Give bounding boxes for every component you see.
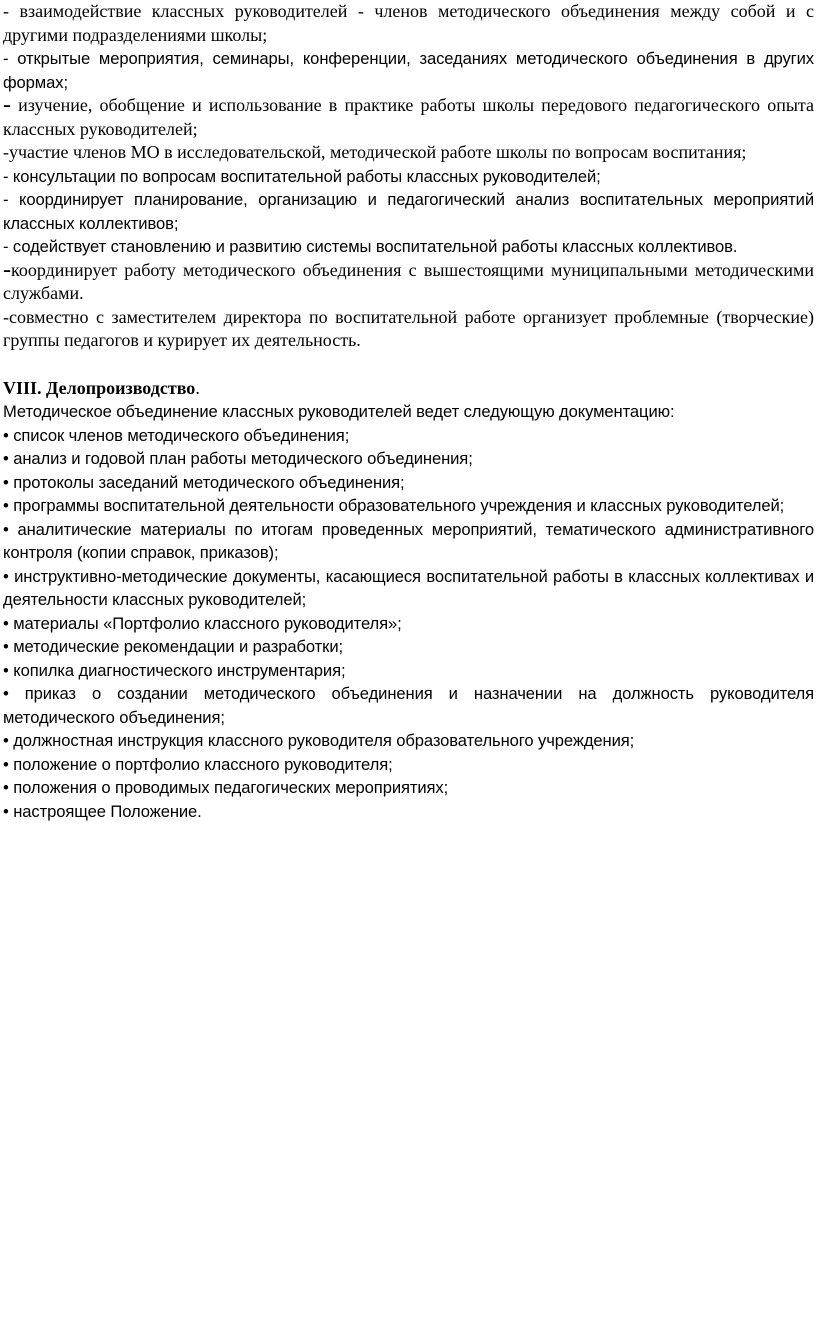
duty-item: - взаимодействие классных руководителей - членов методического объединения между собой и с другими подразделениями школы; (3, 1, 814, 45)
list-item: • копилка диагностического инструментария; (3, 660, 346, 680)
duty-item (3, 256, 814, 306)
duty-item: - координирует планирование, организацию и педагогический анализ воспитательных мероприятий классных коллективов; (3, 190, 814, 233)
list-item: • инструктивно-методические документы, касающиеся воспитательной работы в классных коллективах и деятельности классных руководителей; (3, 566, 814, 609)
duty-item: - открытые мероприятия, семинары, конференции, заседаниях методического объединения в других формах; (3, 49, 814, 92)
duty-text: изучение, обобщение и использование в практике работы школы передового педагогического опыта классных руководителей; (3, 95, 814, 139)
list-item: • положение о портфолио классного руководителя; (3, 754, 393, 774)
list-item: • программы воспитательной деятельности образовательного учреждения и классных руководителей; (3, 496, 785, 515)
section-intro: Методическое объединение классных руководителей ведет следующую документацию: (3, 402, 675, 421)
list-item: • список членов методического объединения; (3, 425, 350, 445)
document-page (3, 0, 814, 823)
duty-text: координирует работу методического объединения с вышестоящими муниципальными методическими службами. (3, 259, 814, 303)
list-item: • положения о проводимых педагогических мероприятиях; (3, 778, 449, 797)
section-title-suffix: . (195, 377, 200, 398)
list-item: • методические рекомендации и разработки; (3, 637, 343, 656)
duty-item: -участие членов МО в исследовательской, методической работе школы по вопросам воспитания; (3, 142, 747, 162)
dash-mark: - (3, 92, 11, 118)
list-item: • аналитические материалы по итогам проведенных мероприятий, тематического административного контроля (копии справок, приказов); (3, 519, 814, 562)
section-number: VIII. (3, 377, 42, 398)
duty-item (3, 94, 814, 141)
paragraph-gap (3, 353, 814, 377)
section-title: Делопроизводство (46, 377, 196, 398)
list-item: • должностная инструкция классного руководителя образовательного учреждения; (3, 731, 635, 750)
list-item: • настроящее Положение. (3, 801, 202, 821)
list-item: • приказ о создании методического объединения и назначении на должность руководителя методического объединения; (3, 684, 814, 727)
duty-item: - содействует становлению и развитию системы воспитательной работы классных коллективов. (3, 237, 738, 256)
section-heading (3, 377, 814, 401)
list-item: • анализ и годовой план работы методического объединения; (3, 449, 473, 468)
duty-item: -совместно с заместителем директора по воспитательной работе организует проблемные (творческие) группы педагогов и курирует их деятельность. (3, 306, 814, 350)
duty-item: - консультации по вопросам воспитательной работы классных руководителей; (3, 166, 601, 186)
list-item: • материалы «Портфолио классного руководителя»; (3, 613, 402, 633)
dash-mark: - (3, 256, 11, 283)
list-item: • протоколы заседаний методического объединения; (3, 472, 405, 492)
